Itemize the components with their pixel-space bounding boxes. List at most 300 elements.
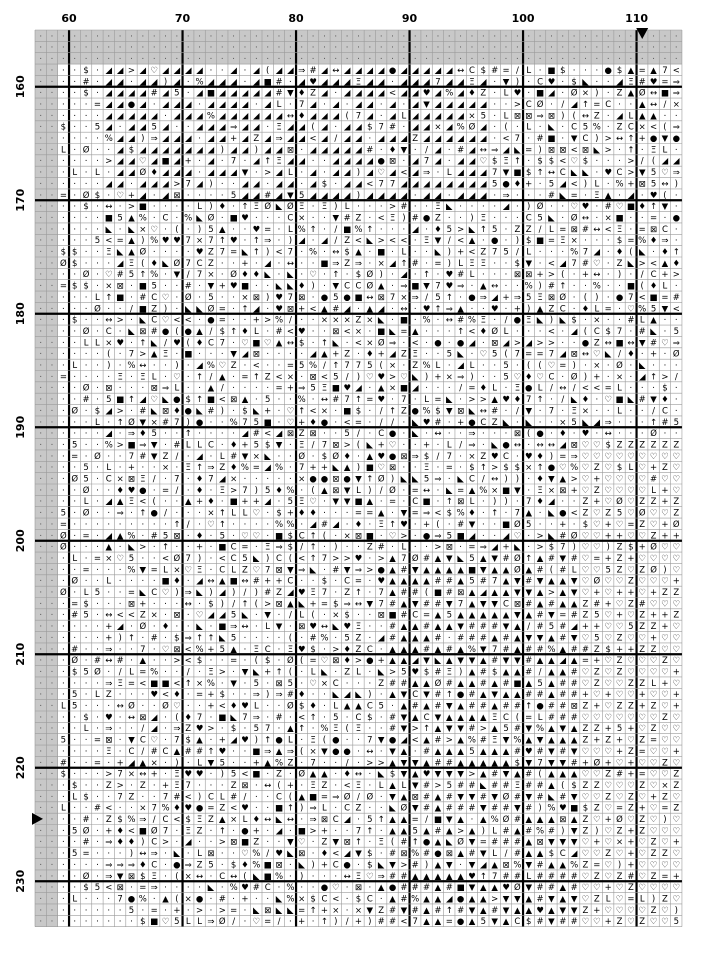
- stitch-symbol: Ø: [537, 201, 544, 212]
- stitch-symbol: ·: [187, 225, 190, 235]
- stitch-symbol: /: [334, 225, 337, 235]
- stitch-symbol: =: [355, 577, 362, 587]
- stitch-symbol: ▼: [560, 906, 567, 916]
- stitch-symbol: 5: [628, 622, 633, 632]
- stitch-symbol: (: [311, 123, 314, 133]
- stitch-symbol: ♡: [162, 293, 170, 303]
- stitch-symbol: ·: [561, 77, 564, 87]
- stitch-symbol: ↑: [196, 463, 203, 473]
- stitch-symbol: ): [595, 134, 598, 144]
- stitch-symbol: >: [219, 667, 226, 677]
- stitch-symbol: ⊠: [559, 145, 566, 155]
- stitch-symbol: ·: [368, 724, 371, 734]
- stitch-symbol: Ζ: [106, 690, 112, 700]
- stitch-symbol: #: [83, 77, 90, 87]
- stitch-symbol: <: [105, 236, 112, 246]
- stitch-symbol: =: [389, 497, 396, 507]
- stitch-symbol: ·: [607, 406, 610, 416]
- stitch-symbol: ◢: [344, 66, 351, 76]
- stitch-symbol: ♥: [377, 372, 385, 382]
- stitch-symbol: ▲: [480, 758, 487, 768]
- stitch-symbol: ■: [389, 611, 397, 621]
- stitch-symbol: ·: [300, 248, 303, 258]
- stitch-symbol: ↑: [196, 372, 203, 382]
- stitch-symbol: ·: [595, 168, 598, 178]
- column-label: 100: [512, 12, 535, 25]
- stitch-symbol: ↑: [537, 168, 544, 178]
- stitch-symbol: =: [650, 213, 657, 223]
- stitch-symbol: ▲: [548, 679, 555, 689]
- stitch-symbol: ♡: [616, 906, 624, 916]
- stitch-symbol: ■: [241, 838, 249, 848]
- stitch-symbol: ▼: [491, 792, 498, 802]
- stitch-symbol: ◢: [162, 134, 169, 144]
- stitch-symbol: 5: [174, 89, 179, 99]
- stitch-symbol: ·: [164, 361, 167, 371]
- stitch-symbol: >: [514, 100, 521, 110]
- stitch-symbol: ▲: [480, 282, 487, 292]
- stitch-symbol: ◢: [389, 350, 396, 360]
- stitch-symbol: =: [230, 248, 237, 258]
- stitch-symbol: #: [514, 792, 521, 802]
- stitch-symbol: ·: [39, 656, 42, 666]
- stitch-symbol: ·: [153, 520, 156, 530]
- stitch-symbol: +: [673, 838, 680, 848]
- stitch-symbol: =: [650, 736, 657, 746]
- stitch-symbol: L: [288, 225, 293, 235]
- stitch-symbol: ·: [164, 440, 167, 450]
- stitch-symbol: ⇒: [480, 543, 487, 553]
- stitch-symbol: ◢: [185, 134, 192, 144]
- stitch-symbol: ▼: [287, 565, 294, 575]
- stitch-symbol: ·: [39, 747, 42, 757]
- stitch-symbol: ·: [39, 565, 42, 575]
- stitch-symbol: (: [357, 440, 360, 450]
- stitch-symbol: ·: [107, 145, 110, 155]
- stitch-symbol: ·: [51, 202, 54, 212]
- stitch-symbol: ·: [73, 225, 76, 235]
- stitch-symbol: 5: [83, 463, 88, 473]
- stitch-symbol: ⨯: [196, 236, 203, 246]
- stitch-symbol: +: [593, 702, 600, 712]
- stitch-symbol: ↔: [650, 100, 657, 110]
- stitch-symbol: #: [502, 645, 509, 655]
- stitch-symbol: +: [207, 702, 214, 712]
- stitch-symbol: L: [504, 327, 509, 337]
- stitch-symbol: ·: [39, 849, 42, 859]
- stitch-symbol: ·: [323, 509, 326, 519]
- stitch-symbol: #: [264, 191, 271, 201]
- stitch-symbol: #: [412, 883, 419, 893]
- stitch-symbol: ·: [607, 270, 610, 280]
- stitch-symbol: ·: [482, 338, 485, 348]
- stitch-symbol: ■: [513, 168, 521, 178]
- stitch-symbol: ▲: [537, 599, 544, 609]
- stitch-symbol: ◢: [480, 123, 487, 133]
- stitch-symbol: ·: [85, 917, 88, 927]
- stitch-symbol: ·: [51, 248, 54, 258]
- stitch-symbol: +: [128, 191, 135, 201]
- stitch-symbol: 5: [549, 622, 554, 632]
- stitch-symbol: ♡: [661, 645, 669, 655]
- stitch-symbol: ♥: [468, 872, 476, 882]
- stitch-symbol: ·: [255, 520, 258, 530]
- stitch-symbol: ·: [334, 418, 337, 428]
- stitch-symbol: L: [651, 486, 656, 496]
- stitch-symbol: #: [548, 599, 555, 609]
- stitch-symbol: ·: [323, 758, 326, 768]
- stitch-symbol: %: [593, 282, 601, 292]
- stitch-symbol: L: [72, 792, 77, 802]
- stitch-symbol: ·: [607, 361, 610, 371]
- stitch-symbol: +: [605, 883, 612, 893]
- stitch-symbol: ◣: [321, 667, 328, 677]
- stitch-symbol: ♡: [116, 191, 124, 201]
- stitch-symbol: ▲: [389, 781, 396, 791]
- stitch-symbol: #: [571, 667, 578, 677]
- stitch-symbol: +: [378, 350, 385, 360]
- stitch-symbol: ▲: [469, 917, 476, 927]
- stitch-symbol: ·: [346, 55, 349, 65]
- stitch-symbol: Ζ: [651, 497, 657, 507]
- stitch-symbol: $: [549, 157, 554, 167]
- stitch-symbol: ·: [255, 32, 258, 42]
- stitch-symbol: ▲: [503, 577, 510, 587]
- stitch-symbol: Ø: [503, 814, 510, 825]
- stitch-symbol: C: [151, 316, 157, 326]
- stitch-symbol: Ξ: [208, 667, 213, 677]
- stitch-symbol: ·: [232, 316, 235, 326]
- stitch-symbol: C: [503, 713, 509, 723]
- stitch-symbol: ·: [368, 32, 371, 42]
- stitch-symbol: ·: [266, 520, 269, 530]
- stitch-symbol: ♦: [150, 168, 158, 178]
- stitch-symbol: >: [378, 758, 385, 768]
- stitch-symbol: ⊠: [105, 384, 112, 394]
- stitch-symbol: %: [298, 395, 306, 405]
- stitch-symbol: ▲: [401, 645, 408, 655]
- stitch-symbol: ·: [255, 792, 258, 802]
- stitch-symbol: ·: [448, 633, 451, 643]
- stitch-symbol: ◢: [344, 304, 351, 314]
- stitch-symbol: ■: [218, 543, 226, 553]
- stitch-symbol: Ø: [650, 564, 657, 575]
- stitch-symbol: ◢: [480, 860, 487, 870]
- stitch-symbol: ▲: [491, 679, 498, 689]
- stitch-symbol: ■: [547, 134, 555, 144]
- stitch-symbol: ⊠: [378, 611, 385, 621]
- stitch-symbol: ♡: [650, 452, 658, 462]
- stitch-symbol: Ζ: [673, 804, 679, 814]
- stitch-symbol: ↑: [457, 327, 464, 337]
- stitch-symbol: ): [550, 316, 553, 326]
- stitch-symbol: %: [230, 883, 238, 893]
- stitch-symbol: ▲: [469, 599, 476, 609]
- stitch-symbol: <: [128, 611, 135, 621]
- stitch-symbol: ·: [675, 395, 678, 405]
- stitch-symbol: ◢: [219, 77, 226, 87]
- stitch-symbol: #: [525, 577, 532, 587]
- stitch-symbol: =: [559, 361, 566, 371]
- stitch-symbol: ·: [119, 565, 122, 575]
- stitch-symbol: ·: [51, 100, 54, 110]
- stitch-symbol: ·: [62, 270, 65, 280]
- stitch-symbol: ·: [141, 577, 144, 587]
- stitch-symbol: #: [457, 270, 464, 280]
- stitch-symbol: ♦: [309, 509, 317, 519]
- stitch-symbol: #: [514, 724, 521, 734]
- stitch-symbol: ▲: [560, 860, 567, 870]
- stitch-symbol: ↔: [332, 66, 339, 76]
- stitch-symbol: ·: [51, 372, 54, 382]
- stitch-symbol: ·: [414, 395, 417, 405]
- stitch-symbol: L: [84, 497, 89, 507]
- stitch-symbol: ·: [164, 599, 167, 609]
- stitch-symbol: (: [300, 656, 303, 666]
- stitch-symbol: ·: [96, 633, 99, 643]
- stitch-symbol: Ζ: [605, 849, 611, 859]
- stitch-symbol: ♡: [661, 883, 669, 893]
- stitch-symbol: L: [72, 894, 77, 904]
- stitch-symbol: ·: [232, 826, 235, 836]
- stitch-symbol: ◢: [185, 145, 192, 155]
- stitch-symbol: >: [434, 543, 441, 553]
- stitch-symbol: C: [106, 475, 112, 485]
- stitch-symbol: =: [94, 758, 101, 768]
- stitch-symbol: ◢: [128, 111, 135, 121]
- stitch-symbol: ↑: [480, 463, 487, 473]
- stitch-symbol: Ζ: [583, 702, 589, 712]
- stitch-symbol: ·: [187, 202, 190, 212]
- stitch-symbol: +: [287, 781, 294, 791]
- stitch-symbol: Ζ: [208, 259, 214, 269]
- stitch-symbol: 7: [322, 554, 327, 564]
- stitch-symbol: ▲: [457, 304, 464, 314]
- stitch-symbol: ◢: [639, 372, 646, 382]
- stitch-symbol: ◢: [525, 338, 532, 348]
- stitch-symbol: ♦: [196, 486, 204, 496]
- stitch-symbol: ♡: [650, 520, 658, 530]
- stitch-symbol: ▲: [560, 588, 567, 598]
- stitch-symbol: ♡: [593, 792, 601, 802]
- stitch-symbol: ♡: [604, 588, 612, 598]
- stitch-symbol: #: [400, 565, 407, 575]
- stitch-symbol: ◣: [548, 123, 555, 133]
- stitch-symbol: Ζ: [197, 826, 203, 836]
- stitch-symbol: ◢: [117, 100, 124, 110]
- stitch-symbol: ♡: [570, 202, 578, 212]
- stitch-symbol: ·: [493, 361, 496, 371]
- stitch-symbol: %: [638, 236, 646, 246]
- stitch-symbol: ▲: [525, 565, 532, 575]
- stitch-symbol: #: [83, 838, 90, 848]
- stitch-symbol: ♦: [616, 248, 624, 258]
- stitch-symbol: ·: [607, 55, 610, 65]
- stitch-symbol: ♥: [650, 77, 658, 87]
- stitch-symbol: ): [607, 543, 610, 553]
- stitch-symbol: ·: [73, 384, 76, 394]
- stitch-symbol: ·: [96, 747, 99, 757]
- stitch-symbol: ◣: [560, 191, 567, 201]
- stitch-symbol: ▼: [401, 770, 408, 780]
- stitch-symbol: ▲: [469, 758, 476, 768]
- stitch-symbol: ): [516, 236, 519, 246]
- stitch-symbol: ·: [471, 55, 474, 65]
- stitch-symbol: ·: [176, 622, 179, 632]
- stitch-symbol: ↑: [627, 145, 634, 155]
- stitch-symbol: +: [627, 849, 634, 859]
- stitch-symbol: ♡: [650, 599, 658, 609]
- stitch-symbol: #: [434, 418, 441, 428]
- stitch-symbol: +: [616, 611, 623, 621]
- stitch-symbol: ·: [176, 123, 179, 133]
- stitch-symbol: ♡: [287, 418, 295, 428]
- stitch-symbol: ·: [368, 213, 371, 223]
- stitch-symbol: #: [559, 747, 566, 757]
- stitch-symbol: ♡: [661, 906, 669, 916]
- stitch-symbol: (: [311, 611, 314, 621]
- stitch-symbol: ◢: [321, 66, 328, 76]
- stitch-symbol: ·: [300, 179, 303, 189]
- stitch-symbol: ·: [607, 248, 610, 258]
- stitch-symbol: %: [457, 123, 465, 133]
- stitch-symbol: ·: [130, 316, 133, 326]
- stitch-symbol: ♡: [661, 543, 669, 553]
- stitch-symbol: >: [468, 395, 475, 405]
- stitch-symbol: ·: [96, 599, 99, 609]
- stitch-symbol: Ζ: [639, 917, 645, 927]
- stitch-symbol: $: [322, 179, 327, 189]
- stitch-symbol: ·: [51, 55, 54, 65]
- stitch-symbol: +: [241, 497, 248, 507]
- stitch-symbol: ◢: [401, 66, 408, 76]
- stitch-symbol: +: [241, 259, 248, 269]
- stitch-symbol: +: [661, 270, 668, 280]
- stitch-symbol: 5: [617, 509, 622, 519]
- stitch-symbol: #: [332, 395, 339, 405]
- stitch-symbol: ◣: [196, 304, 203, 314]
- stitch-symbol: L: [61, 702, 66, 712]
- stitch-symbol: ◢: [594, 248, 601, 258]
- stitch-symbol: ▲: [389, 815, 396, 825]
- stitch-symbol: ·: [39, 123, 42, 133]
- stitch-symbol: ♡: [536, 372, 544, 382]
- stitch-symbol: ·: [232, 179, 235, 189]
- stitch-symbol: ◢: [264, 111, 271, 121]
- stitch-symbol: ↔: [548, 440, 555, 450]
- stitch-symbol: ▲: [423, 872, 430, 882]
- stitch-symbol: ◢: [480, 77, 487, 87]
- stitch-symbol: ↔: [264, 781, 271, 791]
- stitch-symbol: ⨯: [151, 611, 158, 621]
- stitch-symbol: =: [241, 372, 248, 382]
- stitch-symbol: ·: [300, 270, 303, 280]
- stitch-symbol: ♡: [582, 770, 590, 780]
- stitch-symbol: ♡: [661, 917, 669, 927]
- stitch-symbol: ⊠: [310, 429, 317, 439]
- stitch-symbol: Ζ: [344, 350, 350, 360]
- stitch-symbol: ◢: [219, 89, 226, 99]
- stitch-symbol: <: [571, 145, 578, 155]
- stitch-symbol: ▲: [560, 883, 567, 893]
- stitch-symbol: Ø: [298, 769, 305, 780]
- stitch-symbol: Ζ: [662, 463, 668, 473]
- stitch-symbol: ↑: [480, 225, 487, 235]
- stitch-symbol: ◢: [106, 89, 113, 99]
- stitch-symbol: ·: [96, 66, 99, 76]
- stitch-symbol: ♡: [650, 758, 658, 768]
- stitch-symbol: Ζ: [253, 134, 259, 144]
- stitch-symbol: ·: [368, 633, 371, 643]
- stitch-symbol: ·: [573, 429, 576, 439]
- stitch-symbol: ⊠: [525, 111, 532, 121]
- stitch-symbol: $: [95, 406, 100, 416]
- stitch-symbol: ⇒: [355, 259, 362, 269]
- stitch-symbol: ▲: [560, 577, 567, 587]
- stitch-symbol: ): [209, 588, 212, 598]
- stitch-symbol: ♡: [162, 316, 170, 326]
- stitch-symbol: ⇒: [275, 543, 282, 553]
- stitch-symbol: ·: [403, 418, 406, 428]
- stitch-symbol: ◢: [208, 611, 215, 621]
- stitch-symbol: <: [173, 679, 180, 689]
- stitch-symbol: Ξ: [333, 724, 338, 734]
- stitch-symbol: ♡: [627, 486, 635, 496]
- stitch-symbol: ⊠: [457, 588, 464, 598]
- stitch-symbol: ): [187, 418, 190, 428]
- stitch-symbol: ·: [39, 713, 42, 723]
- stitch-symbol: ·: [210, 350, 213, 360]
- stitch-symbol: ·: [85, 520, 88, 530]
- stitch-symbol: ♥: [196, 770, 204, 780]
- stitch-symbol: ♥: [241, 736, 249, 746]
- stitch-symbol: ▲: [151, 350, 158, 360]
- stitch-symbol: ▼: [446, 406, 453, 416]
- stitch-symbol: ♡: [604, 804, 612, 814]
- stitch-symbol: ▲: [571, 770, 578, 780]
- stitch-symbol: C: [265, 883, 271, 893]
- stitch-symbol: ·: [73, 917, 76, 927]
- stitch-symbol: Ζ: [549, 304, 555, 314]
- stitch-symbol: ⨯: [548, 486, 555, 496]
- stitch-symbol: ◢: [412, 225, 419, 235]
- stitch-symbol: C: [662, 406, 668, 416]
- stitch-symbol: ♥: [173, 338, 181, 348]
- stitch-symbol: #: [457, 633, 464, 643]
- stitch-symbol: ·: [357, 452, 360, 462]
- stitch-symbol: ): [595, 89, 598, 99]
- stitch-symbol: ·: [39, 860, 42, 870]
- stitch-symbol: ·: [176, 304, 179, 314]
- stitch-symbol: ): [255, 588, 258, 598]
- stitch-symbol: ·: [130, 43, 133, 53]
- stitch-symbol: Ζ: [673, 588, 679, 598]
- stitch-symbol: ·: [584, 361, 587, 371]
- stitch-symbol: ♥: [377, 577, 385, 587]
- stitch-symbol: ●: [343, 860, 350, 870]
- stitch-symbol: ·: [51, 622, 54, 632]
- stitch-symbol: ·: [96, 792, 99, 802]
- stitch-symbol: #: [151, 89, 158, 99]
- stitch-symbol: #: [412, 213, 419, 223]
- stitch-symbol: ⇒: [673, 89, 680, 99]
- stitch-symbol: $: [140, 917, 145, 927]
- stitch-symbol: ◢: [457, 191, 464, 201]
- stitch-symbol: ·: [300, 350, 303, 360]
- stitch-symbol: ·: [96, 395, 99, 405]
- stitch-symbol: ·: [448, 43, 451, 53]
- stitch-symbol: ·: [482, 236, 485, 246]
